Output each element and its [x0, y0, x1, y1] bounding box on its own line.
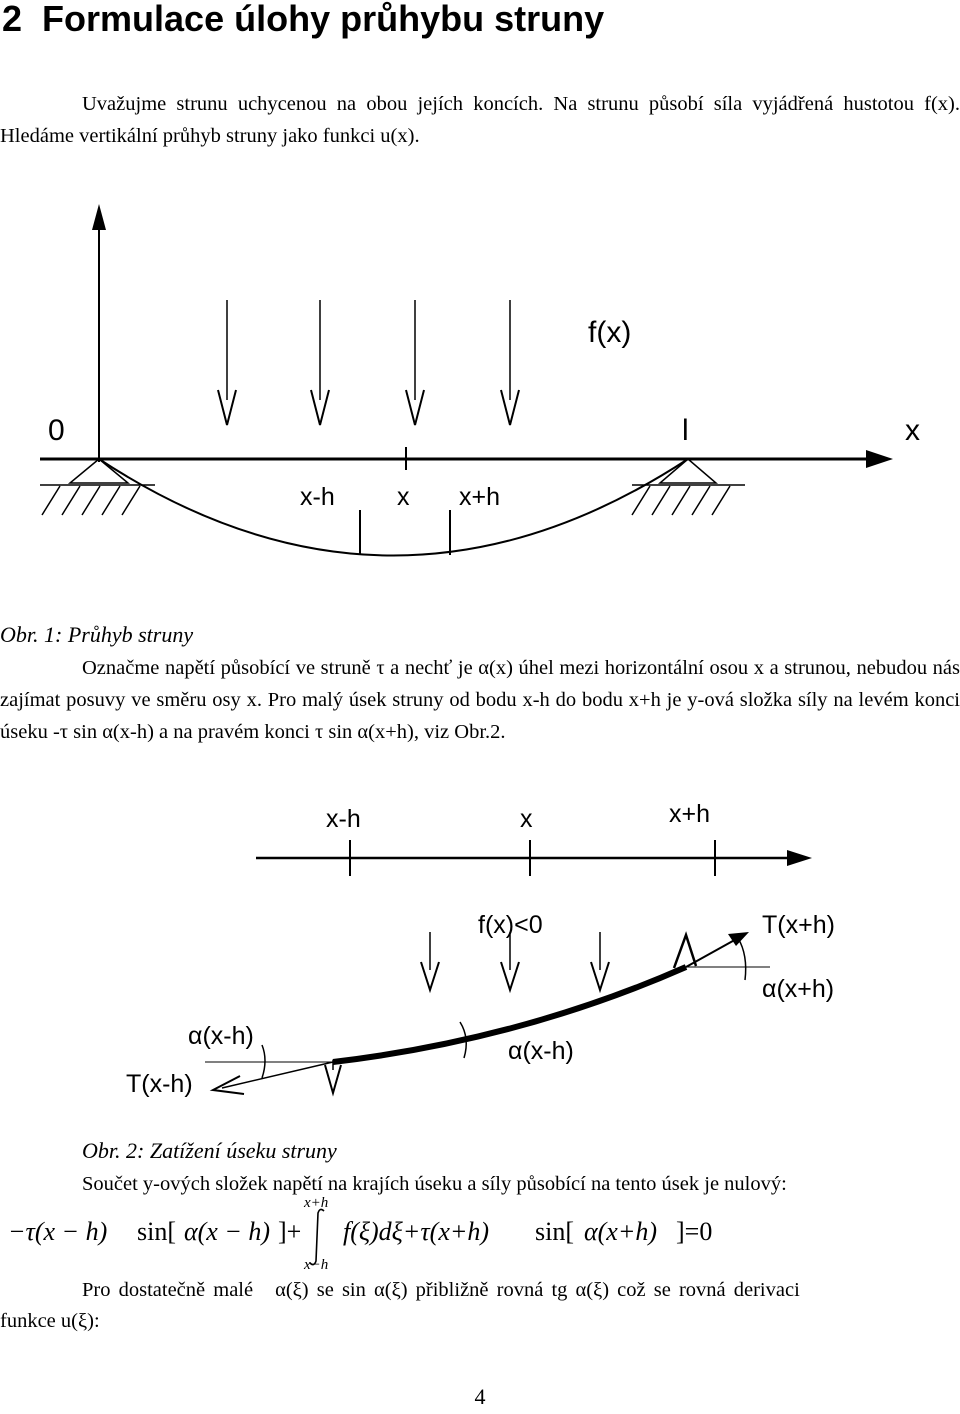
tension-left-label: T(x-h)	[126, 1070, 193, 1098]
x-label: x	[397, 483, 410, 511]
x-minus-h-label: x-h	[300, 483, 335, 511]
formula-sin-1: sin[	[137, 1217, 176, 1246]
approx-start: Pro dostatečně malé	[82, 1279, 254, 1301]
formula-sin-2: sin[	[535, 1217, 574, 1246]
angle-right-label: α(x+h)	[762, 975, 835, 1003]
integral-lower-limit: x−h	[304, 1257, 329, 1273]
figure-1-caption: Obr. 1: Průhyb struny	[0, 622, 194, 647]
fig2-x-minus-h-label: x-h	[326, 805, 361, 833]
deflected-string-curve	[99, 459, 688, 556]
formula-close-2: ]=0	[676, 1217, 713, 1246]
x-axis-label: x	[905, 414, 920, 447]
segment-axis-arrowhead	[787, 850, 812, 866]
fig2-x-label: x	[520, 805, 533, 833]
section-number: 2	[2, 0, 23, 39]
end-label: l	[682, 414, 689, 447]
fig2-force-label: f(x)<0	[478, 911, 543, 939]
fig2-x-plus-h-label: x+h	[669, 800, 711, 828]
angle-right-arc	[738, 938, 746, 980]
approx-paragraph-line-1	[82, 1274, 960, 1306]
intro-paragraph: Uvažujme strunu uchycenou na obou jejích koncích. Na strunu působí síla vyjádřená hustotou f(x). Hledáme vertikální průhyb struny jako funkci u(x).	[0, 93, 960, 147]
figure-2-caption: Obr. 2: Zatížení úseku struny	[82, 1138, 337, 1163]
formula-alpha-1: α(x − h)	[184, 1217, 271, 1246]
tension-right-label: T(x+h)	[762, 911, 835, 939]
formula-lhs: −τ(x − h)	[8, 1217, 108, 1246]
figure-1-string-deflection	[0, 0, 960, 620]
tension-paragraph: Označme napětí působící ve struně τ a nechť je α(x) úhel mezi horizontální osou x a strunou, nebudou nás zajímat posuvy ve směru osy x. Pro malý úsek struny od bodu x-h do bodu x+h je y-ová složka síly na levém konci úseku -τ sin α(x-h) a na pravém konci τ sin α(x+h), viz Obr.2.	[0, 657, 960, 743]
figure-2-segment-load	[0, 780, 960, 1140]
angle-left-label: α(x-h)	[188, 1022, 254, 1050]
approx-rest: α(ξ) se sin α(ξ) přibližně rovná tg α(ξ) což se rovná derivaci	[275, 1279, 800, 1301]
left-support	[40, 459, 155, 515]
integral-upper-limit: x+h	[304, 1195, 329, 1211]
equilibrium-formula	[0, 1195, 960, 1275]
tension-left-arrowhead	[213, 1076, 244, 1094]
tension-left-arrow	[222, 1062, 333, 1088]
force-arrows	[218, 300, 519, 425]
right-support	[632, 459, 745, 515]
x-axis-arrowhead	[866, 450, 893, 468]
sum-paragraph: Součet y-ových složek napětí na krajích úseku a síly působící na tento úsek je nulový:	[82, 1173, 787, 1195]
formula-close-1: ]+	[278, 1217, 302, 1246]
origin-label: 0	[48, 414, 65, 447]
page-number: 4	[474, 1384, 486, 1409]
formula-alpha-2: α(x+h)	[584, 1217, 658, 1246]
formula-integrand: f(ξ)dξ+τ(x+h)	[343, 1217, 490, 1246]
approx-paragraph-line-2: funkce u(ξ):	[0, 1310, 100, 1332]
force-label: f(x)	[588, 316, 632, 349]
angle-mid-label: α(x-h)	[508, 1037, 574, 1065]
section-title: Formulace úlohy průhybu struny	[42, 0, 605, 39]
y-axis-arrowhead	[92, 204, 106, 230]
x-plus-h-label: x+h	[459, 483, 501, 511]
